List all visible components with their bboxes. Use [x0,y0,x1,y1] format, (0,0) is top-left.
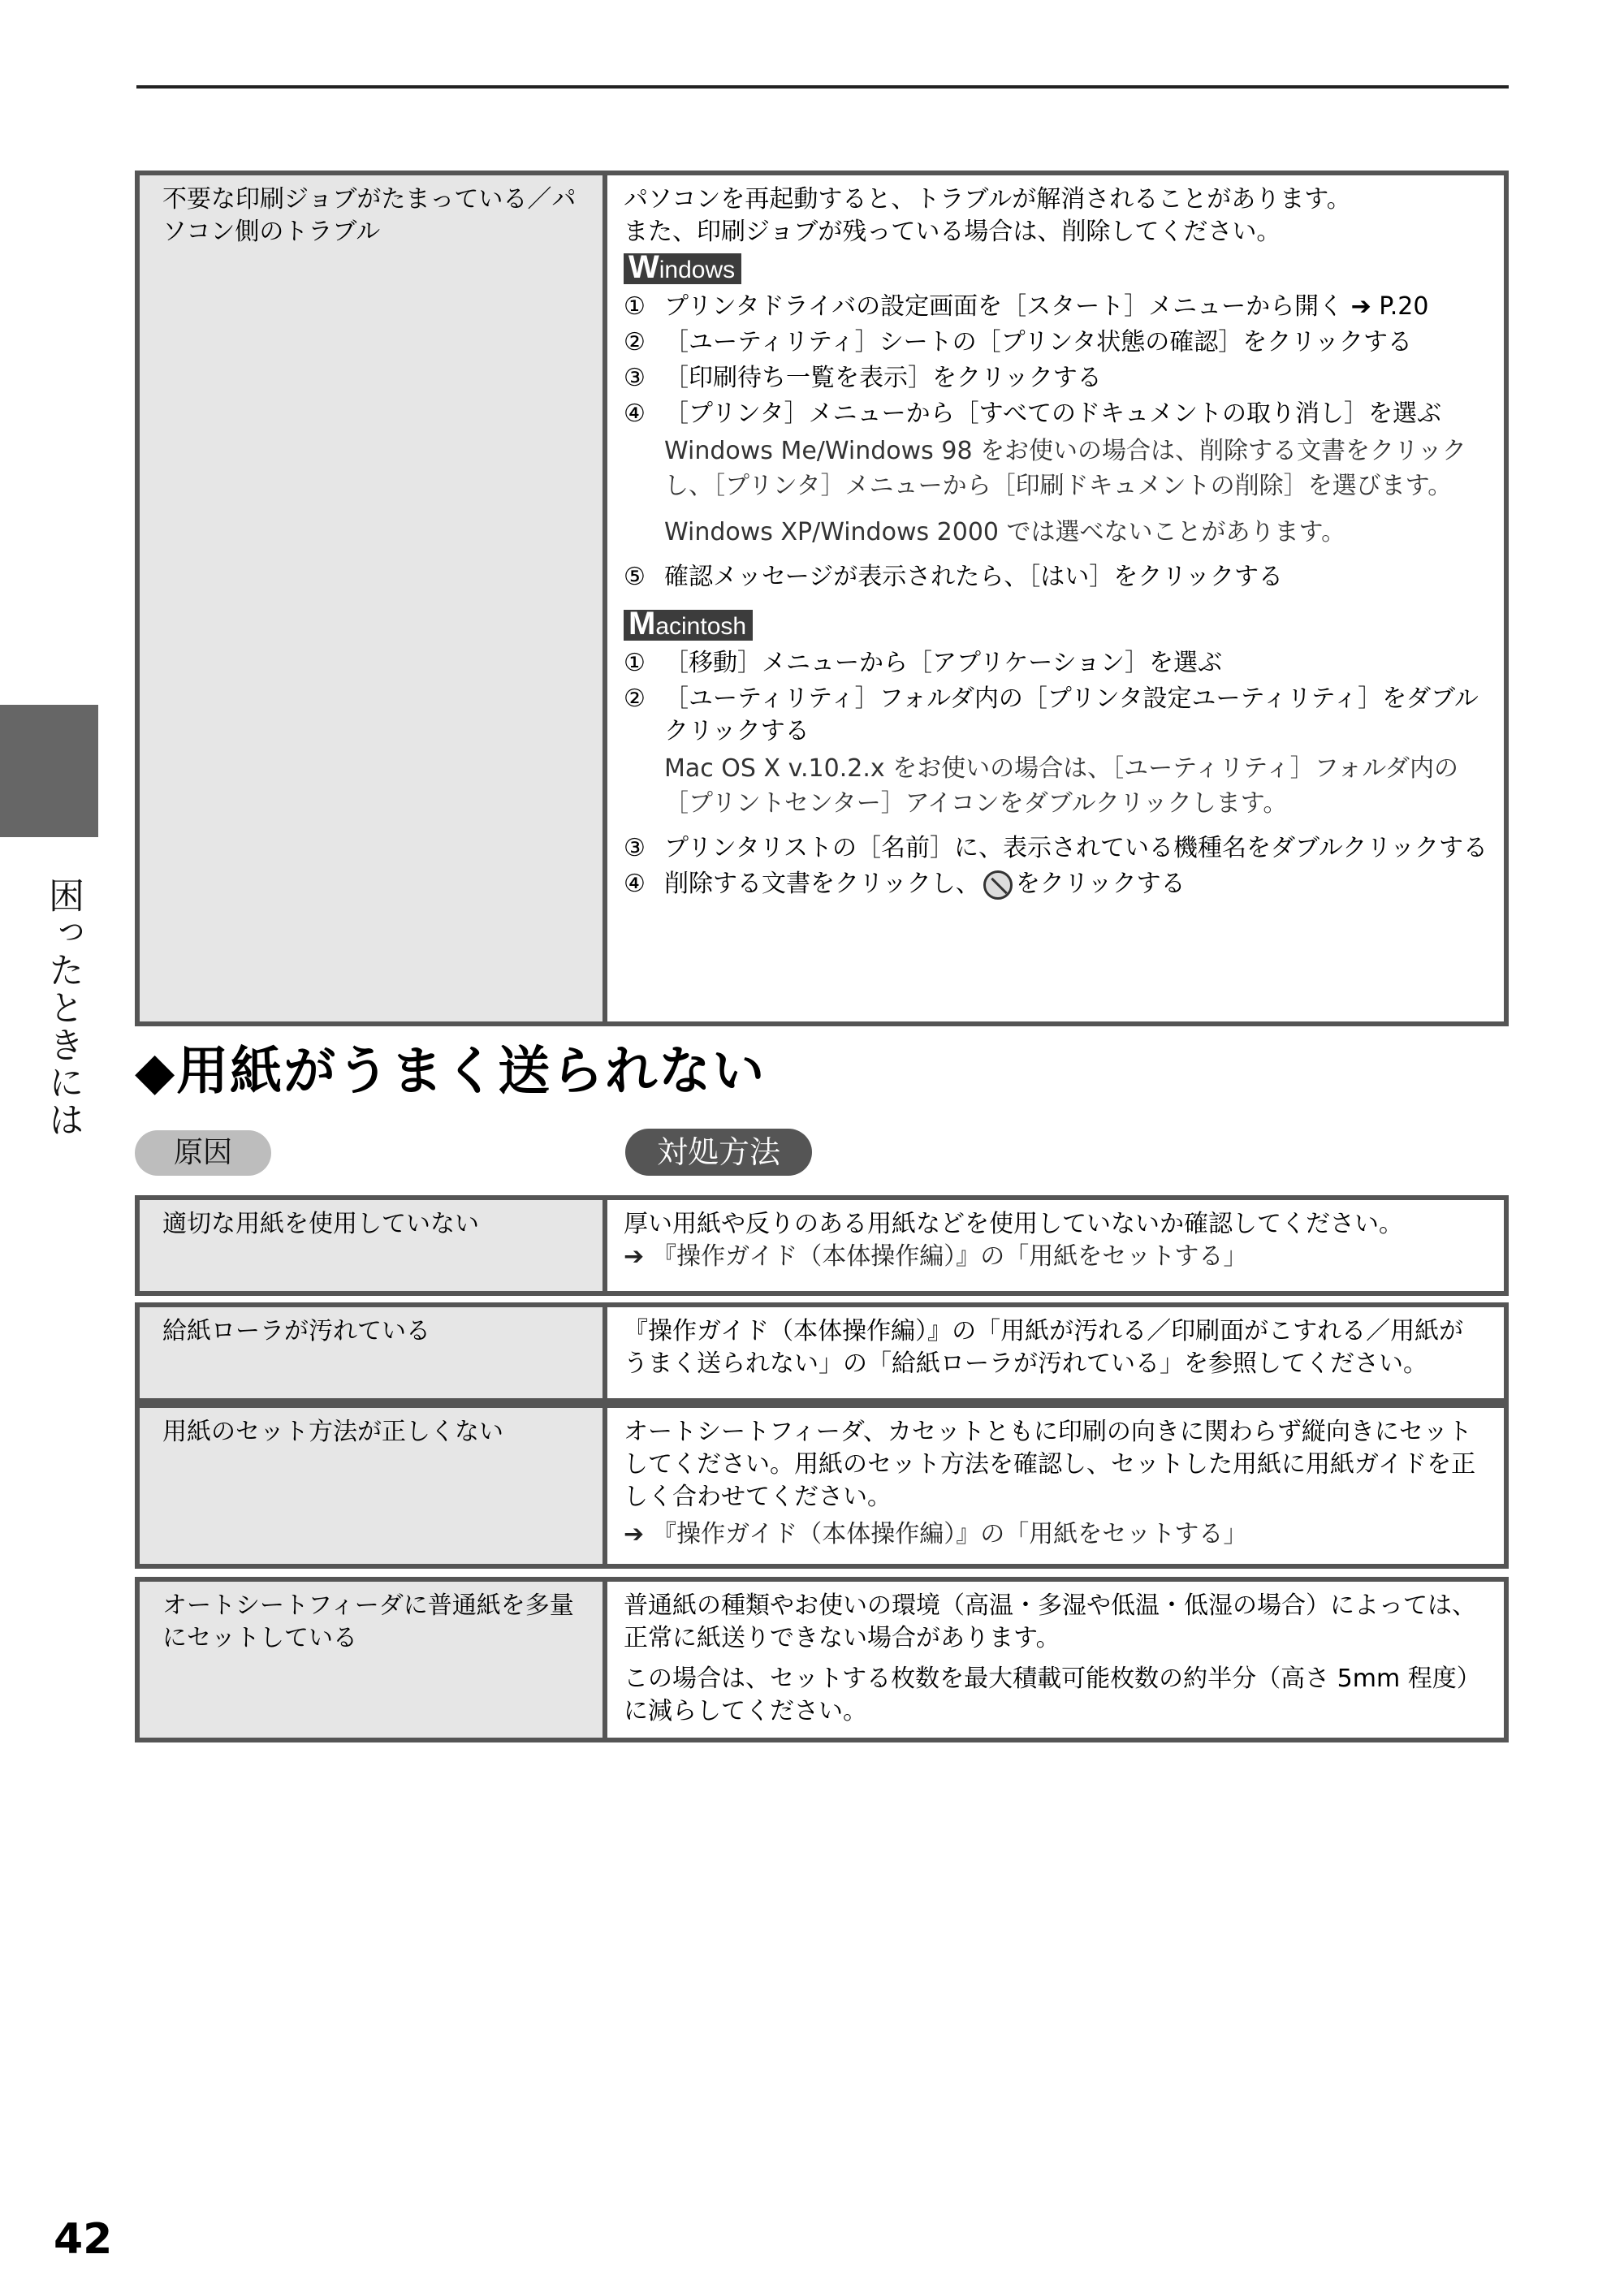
windows-step: ② ［ユーティリティ］シートの［プリンタ状態の確認］をクリックする [624,328,1412,356]
table-row [137,1305,1506,1401]
windows-step: ⑤ 確認メッセージが表示されたら、［はい］をクリックする [624,563,1283,591]
cause-cell [137,1406,605,1566]
paper-feed-table [135,1302,1509,1403]
fix-text: 普通紙の種類やお使いの環境（高温・多湿や低温・低湿の場合）によっては、正常に紙送りできない場合があります。 [624,1591,1476,1652]
cause-cell [137,1198,605,1293]
fix-header: 対処方法 [625,1129,812,1176]
mac-step: ① ［移動］メニューから［アプリケーション］を選ぶ [624,649,1222,677]
chapter-label: 困ったときには [42,877,84,1138]
intro-text: パソコンを再起動すると、トラブルが解消されることがあります。 [624,185,1351,214]
intro-text: また、印刷ジョブが残っている場合は、削除してください。 [624,218,1281,246]
cause-text: 給紙ローラが汚れている [162,1317,430,1345]
paper-feed-table [135,1403,1509,1569]
fix-cell [605,1579,1506,1740]
print-job-table [135,171,1509,1026]
cause-header: 原因 [135,1130,271,1176]
arrow-icon: ➔ [624,1520,645,1548]
mac-note: Mac OS X v.10.2.x をお使いの場合は、［ユーティリティ］フォルダ内の［プリントセンター］アイコンをダブルクリックします。 [664,754,1459,818]
fix-cell [605,1305,1506,1401]
table-row [137,1406,1506,1566]
mac-step: ② ［ユーティリティ］フォルダ内の［プリンタ設定ユーティリティ］をダブルクリックする [624,684,1479,745]
top-rule [136,85,1509,89]
stop-icon [983,870,1013,900]
fix-cell [605,1198,1506,1293]
table-row [137,173,1506,1024]
windows-step: ③ ［印刷待ち一覧を表示］をクリックする [624,364,1102,392]
cause-text: オートシートフィーダに普通紙を多量にセットしている [162,1591,574,1652]
mac-step: ③ プリンタリストの［名前］に、表示されている機種名をダブルクリックする [624,834,1488,862]
fix-cell [605,1406,1506,1566]
cause-text: 用紙のセット方法が正しくない [162,1418,503,1446]
fix-text: この場合は、セットする枚数を最大積載可能枚数の約半分（高さ 5mm 程度）に減らしてください。 [624,1665,1481,1725]
section-title: ◆用紙がうまく送られない [135,1042,767,1102]
macintosh-logo: Macintosh [624,610,753,641]
fix-text: 厚い用紙や反りのある用紙などを使用していないか確認してください。 [624,1210,1403,1238]
mac-step: ④ 削除する文書をクリックし、 をクリックする [624,870,1186,898]
paper-feed-table [135,1577,1509,1742]
windows-step: ① プリンタドライバの設定画面を［スタート］メニューから開く ➔ P.20 [624,292,1429,321]
reference: ➔ 『操作ガイド（本体操作編）』の「用紙をセットする」 [624,1520,1248,1548]
chapter-tab [0,705,98,837]
page-number: 42 [54,2215,113,2264]
cause-text: 適切な用紙を使用していない [162,1210,479,1238]
windows-logo: Windows [624,253,741,284]
cause-cell [137,1579,605,1740]
arrow-icon: ➔ [624,1242,645,1271]
paper-feed-table [135,1195,1509,1296]
table-row [137,1579,1506,1740]
table-row [137,1198,1506,1293]
windows-note: Windows XP/Windows 2000 では選べないことがあります。 [664,518,1346,546]
cause-cell [137,1305,605,1401]
cause-cell [137,173,605,1024]
cause-text: 不要な印刷ジョブがたまっている／パソコン側のトラブル [162,185,577,246]
reference: ➔ 『操作ガイド（本体操作編）』の「用紙をセットする」 [624,1242,1248,1271]
fix-text: 『操作ガイド（本体操作編）』の「用紙が汚れる／印刷面がこすれる／用紙がうまく送られない」の「給紙ローラが汚れている」を参照してください。 [624,1317,1464,1378]
fix-text: オートシートフィーダ、カセットともに印刷の向きに関わらず縦向きにセットしてください。用紙のセット方法を確認し、セットした用紙に用紙ガイドを正しく合わせてください。 [624,1418,1476,1511]
windows-step: ④ ［プリンタ］メニューから［すべてのドキュメントの取り消し］を選ぶ [624,399,1441,428]
fix-cell [605,173,1506,1024]
windows-note: Windows Me/Windows 98 をお使いの場合は、削除する文書をクリックし、［プリンタ］メニューから［印刷ドキュメントの削除］を選びます。 [664,437,1466,500]
